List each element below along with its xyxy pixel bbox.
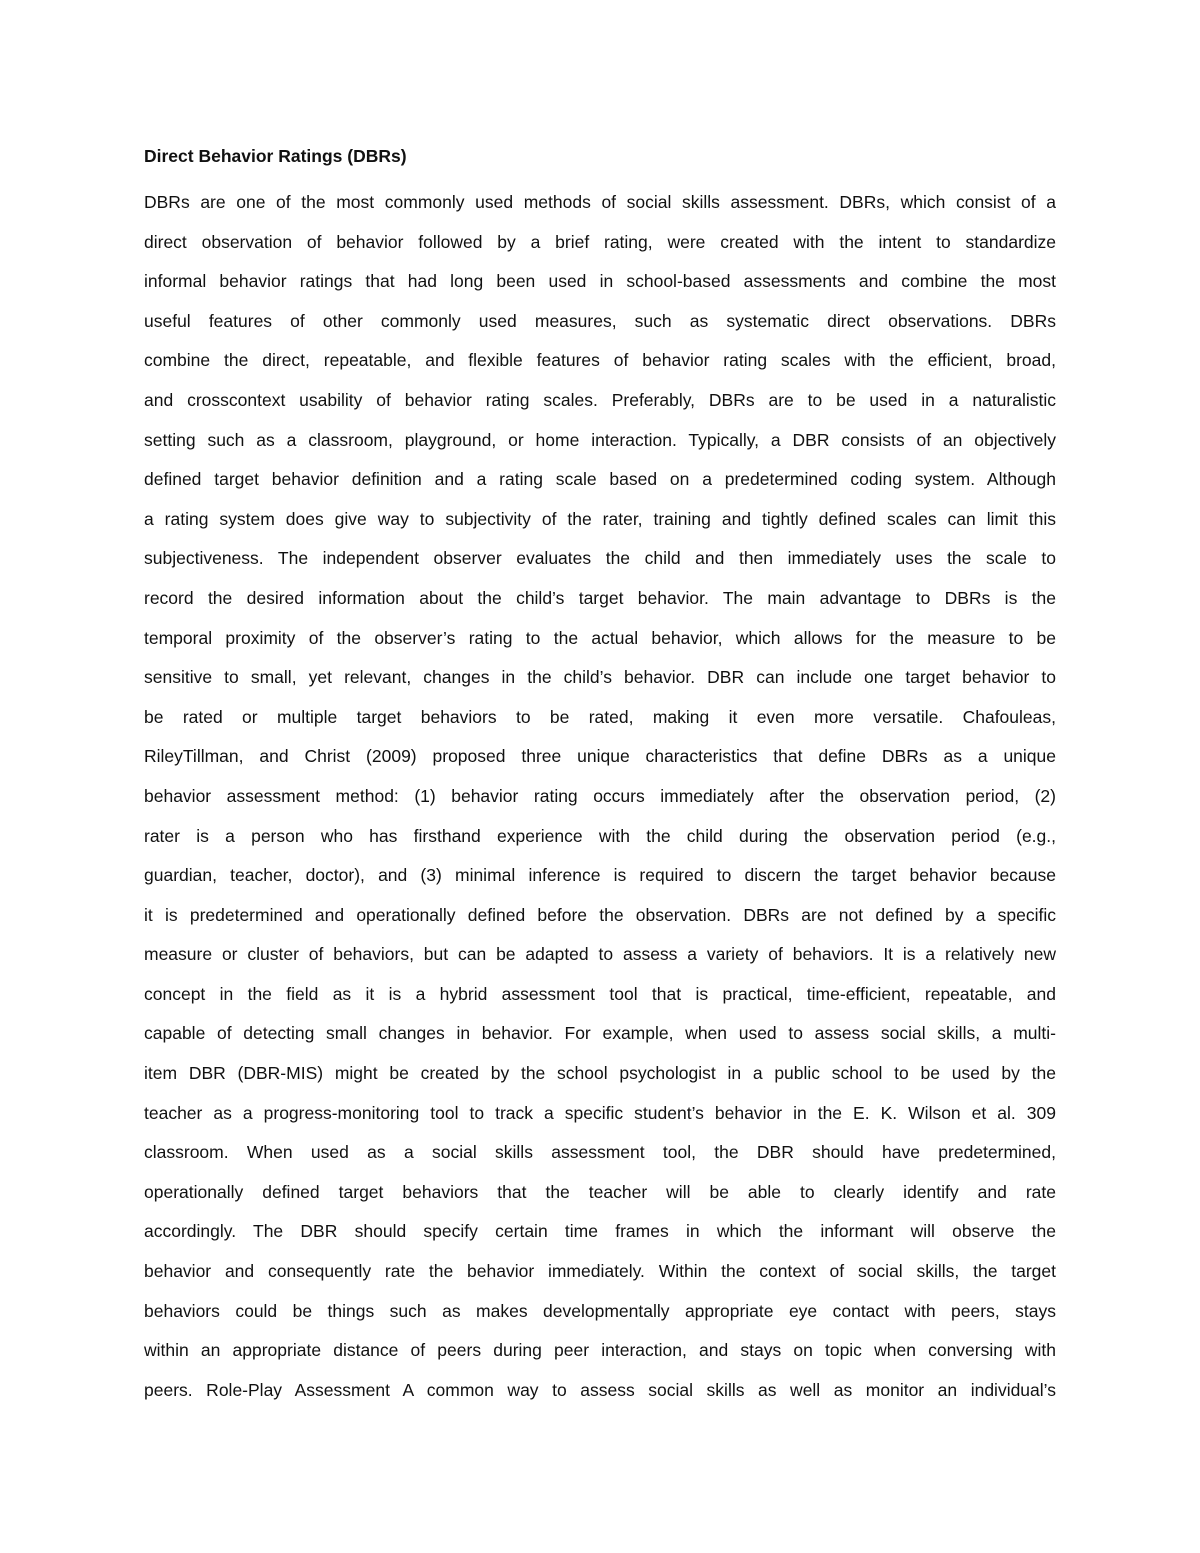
text-line: within an appropriate distance of peers during peer interaction, and stays on topic when conversing with xyxy=(144,1340,1056,1361)
text-line: operationally defined target behaviors that the teacher will be able to clearly identify and rate xyxy=(144,1181,1056,1202)
text-line: a rating system does give way to subjectivity of the rater, training and tightly defined scales can limit this xyxy=(144,508,1056,529)
text-line: behaviors could be things such as makes developmentally appropriate eye contact with peers, stays xyxy=(144,1300,1056,1321)
text-line: and crosscontext usability of behavior rating scales. Preferably, DBRs are to be used in a naturalistic xyxy=(144,389,1056,410)
text-line: defined target behavior definition and a rating scale based on a predetermined coding system. Although xyxy=(144,469,1056,490)
text-line: behavior and consequently rate the behavior immediately. Within the context of social skills, the target xyxy=(144,1261,1056,1282)
text-line: useful features of other commonly used measures, such as systematic direct observations. DBRs xyxy=(144,310,1056,331)
text-line: informal behavior ratings that had long been used in school-based assessments and combine the most xyxy=(144,271,1056,292)
text-line: behavior assessment method: (1) behavior rating occurs immediately after the observation period, (2) xyxy=(144,785,1056,806)
text-line: combine the direct, repeatable, and flexible features of behavior rating scales with the efficient, broad, xyxy=(144,350,1056,371)
text-line: measure or cluster of behaviors, but can be adapted to assess a variety of behaviors. It is a relatively new xyxy=(144,944,1056,965)
text-line: setting such as a classroom, playground, or home interaction. Typically, a DBR consists of an objectively xyxy=(144,429,1056,450)
text-line: classroom. When used as a social skills assessment tool, the DBR should have predetermined, xyxy=(144,1142,1056,1163)
text-line: DBRs are one of the most commonly used methods of social skills assessment. DBRs, which consist of a xyxy=(144,192,1056,212)
text-line: temporal proximity of the observer’s rating to the actual behavior, which allows for the measure to be xyxy=(144,627,1056,648)
text-line: accordingly. The DBR should specify certain time frames in which the informant will observe the xyxy=(144,1221,1056,1242)
text-line: RileyTillman, and Christ (2009) proposed three unique characteristics that define DBRs as a unique xyxy=(144,746,1056,767)
text-line: it is predetermined and operationally defined before the observation. DBRs are not defined by a specific xyxy=(144,904,1056,925)
text-line: rater is a person who has firsthand experience with the child during the observation period (e.g., xyxy=(144,825,1056,846)
text-line: record the desired information about the child’s target behavior. The main advantage to DBRs is the xyxy=(144,587,1056,608)
text-line: teacher as a progress-monitoring tool to track a specific student’s behavior in the E. K. Wilson et al. 309 xyxy=(144,1102,1056,1123)
text-line: capable of detecting small changes in behavior. For example, when used to assess social skills, a multi- xyxy=(144,1023,1056,1044)
text-line: sensitive to small, yet relevant, changes in the child’s behavior. DBR can include one target behavior to xyxy=(144,667,1056,688)
text-line: peers. Role-Play Assessment A common way to assess social skills as well as monitor an individual’s xyxy=(144,1379,1056,1400)
text-line: guardian, teacher, doctor), and (3) minimal inference is required to discern the target behavior because xyxy=(144,865,1056,886)
section-heading: Direct Behavior Ratings (DBRs) xyxy=(144,146,407,166)
text-line: be rated or multiple target behaviors to be rated, making it even more versatile. Chafouleas, xyxy=(144,706,1056,727)
text-line: item DBR (DBR-MIS) might be created by the school psychologist in a public school to be used by the xyxy=(144,1063,1056,1084)
text-line: concept in the field as it is a hybrid assessment tool that is practical, time-efficient, repeatable, and xyxy=(144,983,1056,1004)
text-line: subjectiveness. The independent observer evaluates the child and then immediately uses the scale to xyxy=(144,548,1056,569)
text-line: direct observation of behavior followed by a brief rating, were created with the intent to standardize xyxy=(144,231,1056,252)
body-paragraph xyxy=(144,183,1056,1410)
